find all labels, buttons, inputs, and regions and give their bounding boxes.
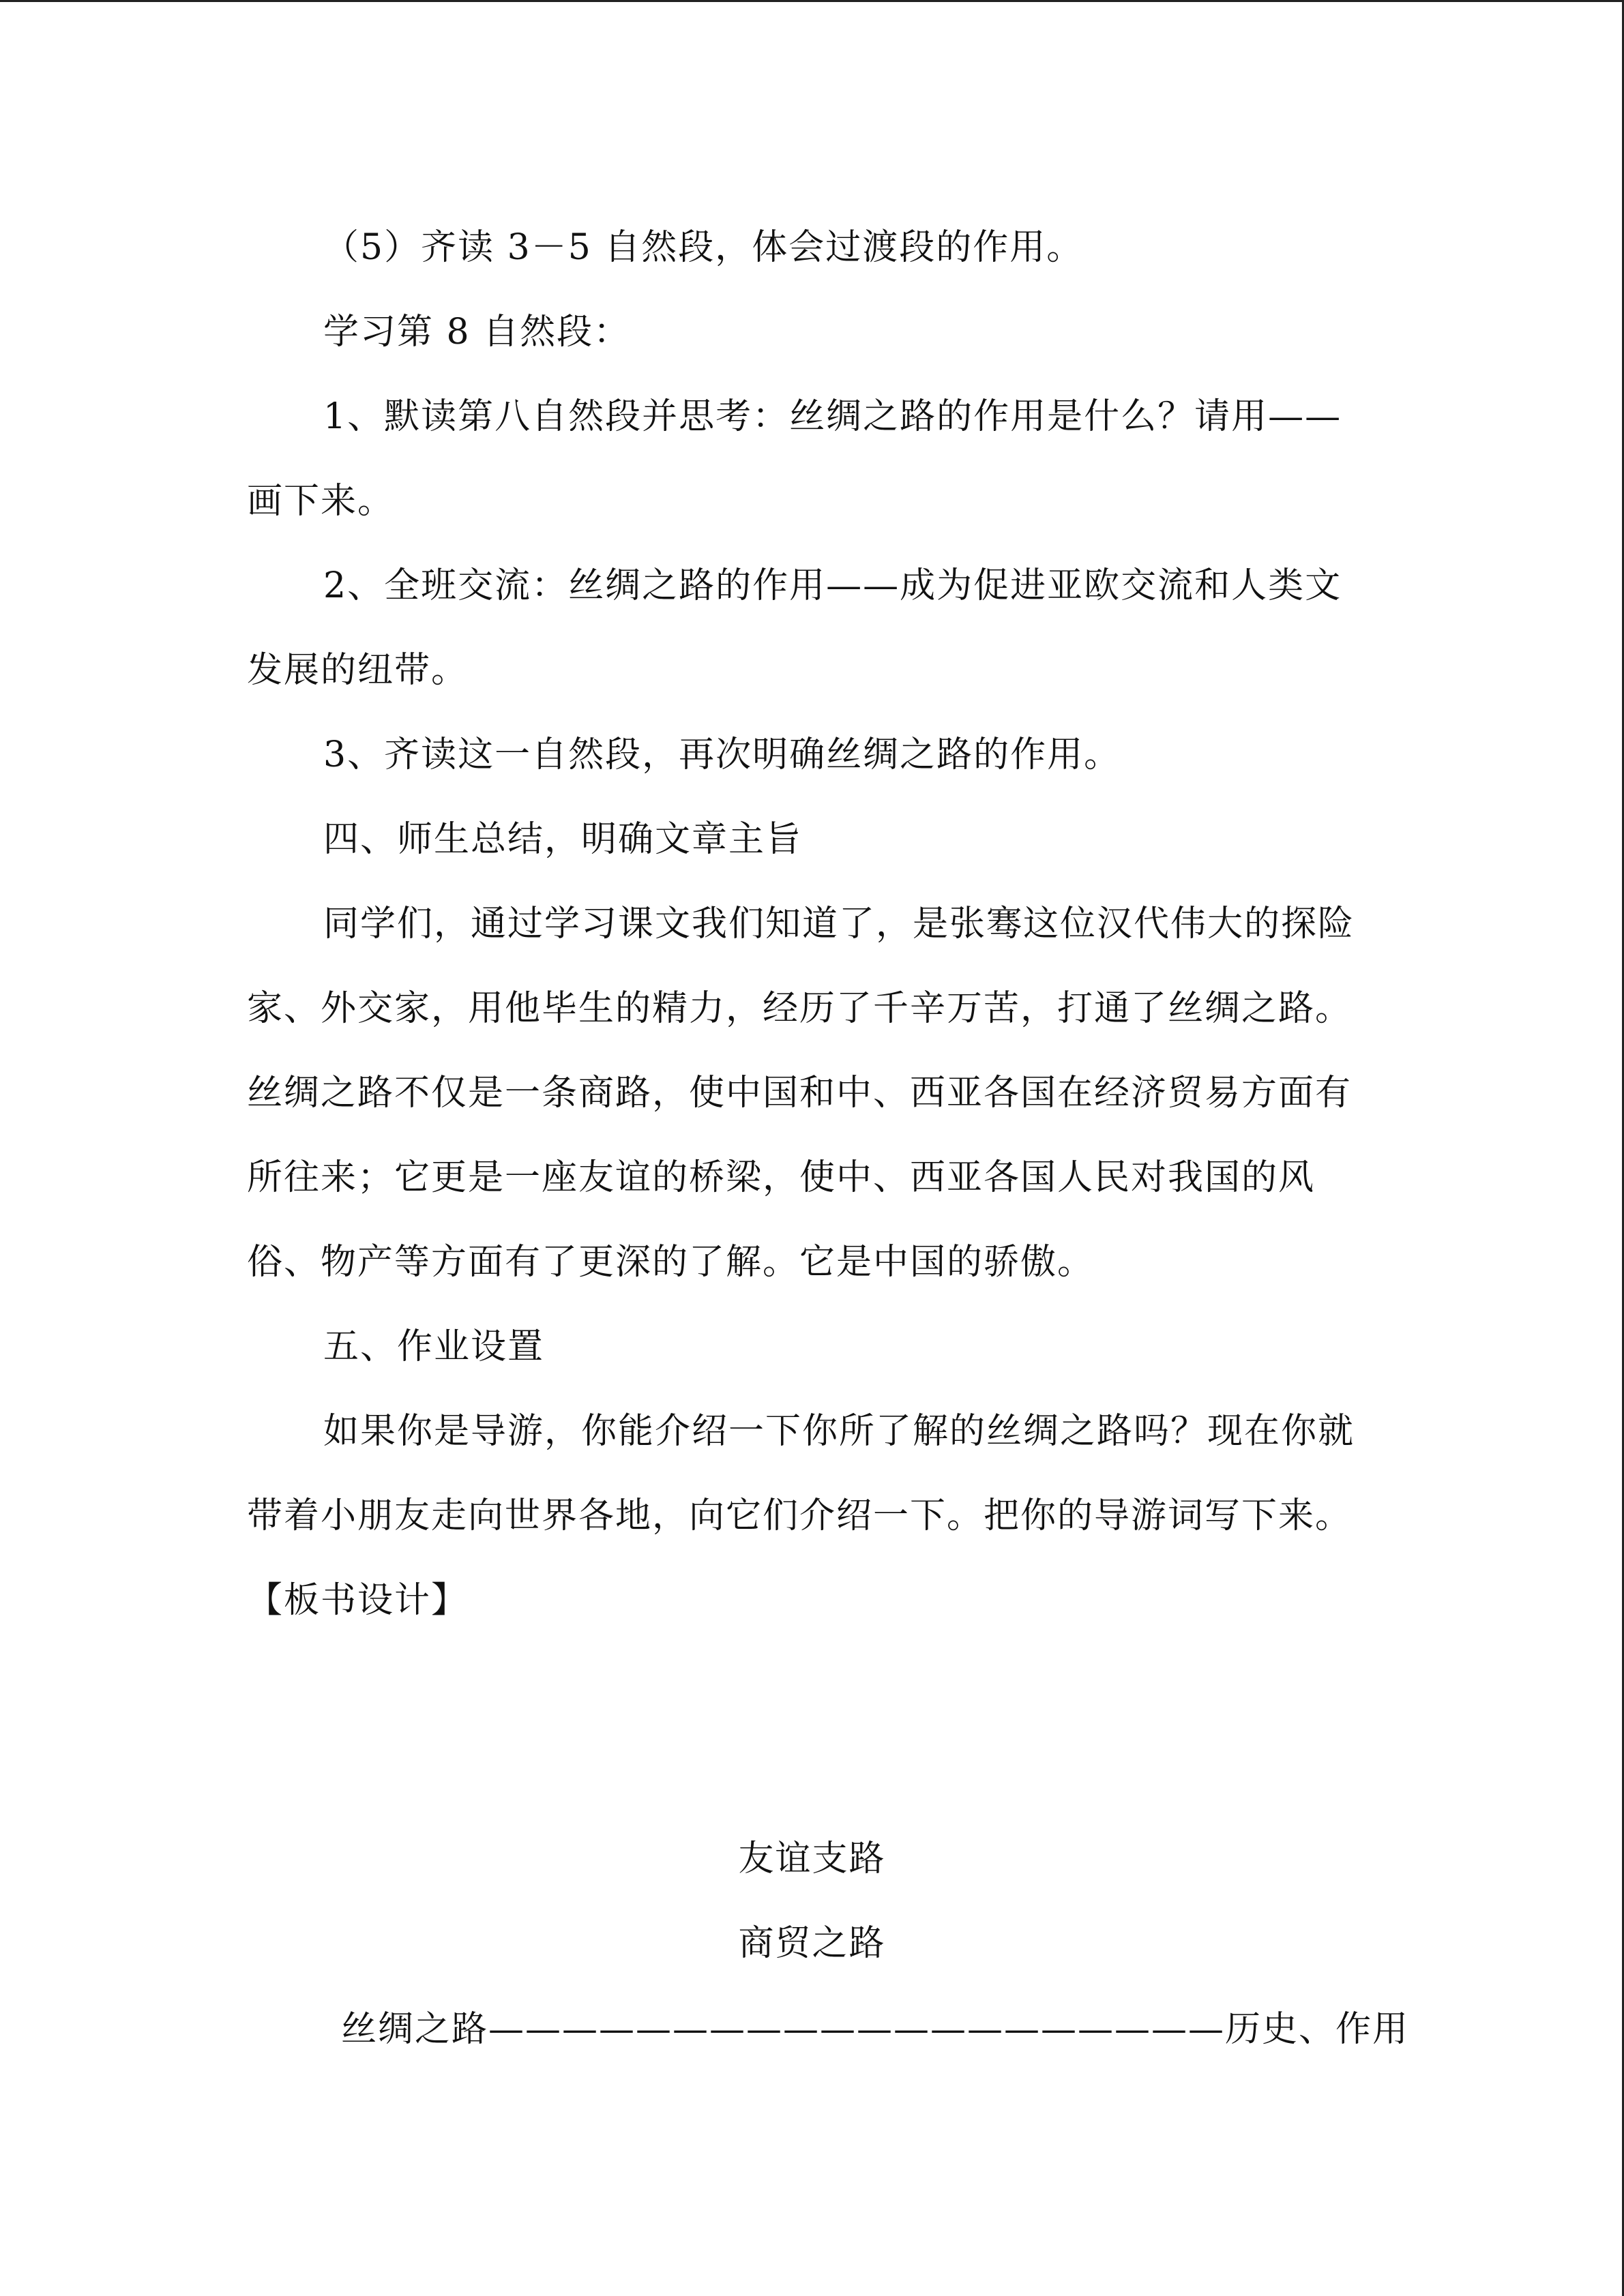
paragraph-item-1: 1、默读第八自然段并思考：丝绸之路的作用是什么？请用——画下来。 <box>247 396 1342 522</box>
paragraph-section-8: 学习第 8 自然段： <box>323 312 631 353</box>
paragraph-summary: 同学们，通过学习课文我们知道了，是张骞这位汉代伟大的探险家、外交家，用他毕生的精力，经历了千辛万苦，打通了丝绸之路。丝绸之路不仅是一条商路，使中国和中、西亚各国在经济贸易方面有所往来；它更是一座友谊的桥梁，使中、西亚各国人民对我国的风俗、物产等方面有了更深的了解。它是中国的骄傲。 <box>247 904 1355 1283</box>
board-line-trade: 商贸之路 <box>738 1923 886 1964</box>
paragraph-item-3: 3、齐读这一自然段，再次明确丝绸之路的作用。 <box>323 734 1121 775</box>
board-main-line <box>341 2000 1409 2051</box>
heading-homework: 五、作业设置 <box>323 1326 545 1367</box>
body-text <box>247 205 1372 1643</box>
board-line-friendship: 友谊支路 <box>738 1838 886 1879</box>
paragraph-homework: 如果你是导游，你能介绍一下你所了解的丝绸之路吗？现在你就带着小朋友走向世界各地，向它们介绍一下。把你的导游词写下来。 <box>247 1411 1355 1536</box>
board-main-right: 历史、作用 <box>1225 2009 1410 2050</box>
board-main-dashes: ———————————————————— <box>488 2009 1226 2050</box>
paragraph-step-5: （5）齐读 3－5 自然段，体会过渡段的作用。 <box>323 227 1084 268</box>
paragraph-item-2: 2、全班交流：丝绸之路的作用——成为促进亚欧交流和人类文发展的纽带。 <box>247 565 1342 691</box>
heading-summary: 四、师生总结，明确文章主旨 <box>323 819 803 860</box>
board-main-left: 丝绸之路 <box>341 2009 489 2050</box>
board-heading: 【板书设计】 <box>247 1580 469 1621</box>
